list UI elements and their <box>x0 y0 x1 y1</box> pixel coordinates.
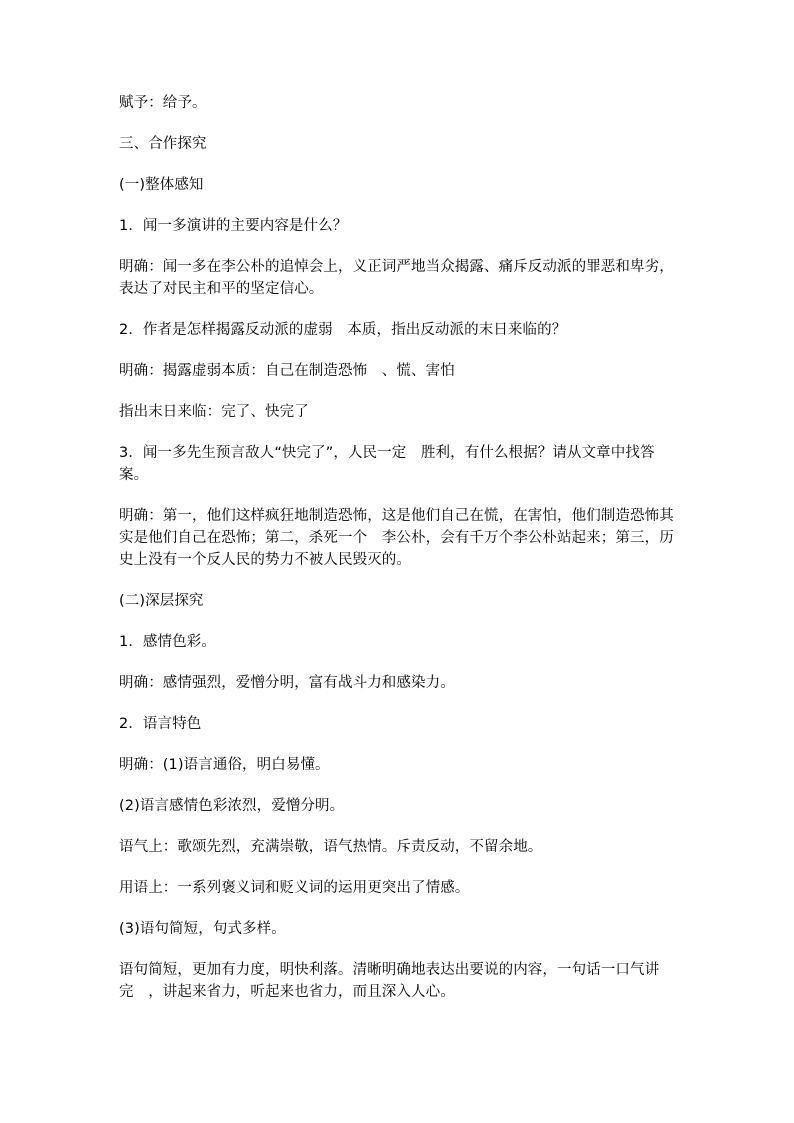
deep-answer-1: 明确：感情强烈，爱憎分明，富有战斗力和感染力。 <box>119 675 455 691</box>
section-heading: 三、合作探究 <box>119 136 207 152</box>
tone-note: 语气上：歌颂先烈，充满崇敬，语气热情。斥责反动，不留余地。 <box>119 839 543 855</box>
sentence-note: 语句简短，更加有力度，明快利落。清晰明确地表达出要说的内容，一句话一口气讲完 ，讲起来省力，听起来也省力，而且深入人心。 <box>119 962 660 1000</box>
deep-answer-2-item-2: (2)语言感情色彩浓烈，爱憎分明。 <box>119 798 345 814</box>
answer-1: 明确：闻一多在李公朴的追悼会上，义正词严地当众揭露、痛斥反动派的罪恶和卑劣，表达了对民主和平的坚定信心。 <box>119 259 674 297</box>
wording-note: 用语上：一系列褒义词和贬义词的运用更突出了情感。 <box>119 880 470 896</box>
deep-question-1: 1．感情色彩。 <box>119 634 216 650</box>
document-body <box>119 92 679 1022</box>
question-1: 1．闻一多演讲的主要内容是什么？ <box>119 218 348 234</box>
paragraph-definition: 赋予：给予。 <box>119 95 207 111</box>
subsection-heading-2: (二)深层探究 <box>119 593 204 609</box>
question-2: 2．作者是怎样揭露反动派的虚弱 本质，指出反动派的末日来临的？ <box>119 322 567 338</box>
deep-question-2: 2．语言特色 <box>119 716 202 732</box>
answer-3: 明确：第一，他们这样疯狂地制造恐怖，这是他们自己在慌，在害怕，他们制造恐怖其实是他们自己在恐怖；第二，杀死一个 李公朴，会有千万个李公朴站起来；第三，历史上没有一个反人民的势力不被人民毁灭的。 <box>119 508 674 568</box>
answer-2b: 指出末日来临：完了、快完了 <box>119 404 309 420</box>
deep-answer-2-item-3: (3)语句简短，句式多样。 <box>119 921 286 937</box>
deep-answer-2-item-1: 明确：(1)语言通俗，明白易懂。 <box>119 757 330 773</box>
answer-2a: 明确：揭露虚弱本质：自己在制造恐怖 、慌、害怕 <box>119 363 455 379</box>
subsection-heading: (一)整体感知 <box>119 177 204 193</box>
question-3: 3．闻一多先生预言敌人“快完了”，人民一定 胜利，有什么根据？请从文章中找答案。 <box>119 445 655 483</box>
